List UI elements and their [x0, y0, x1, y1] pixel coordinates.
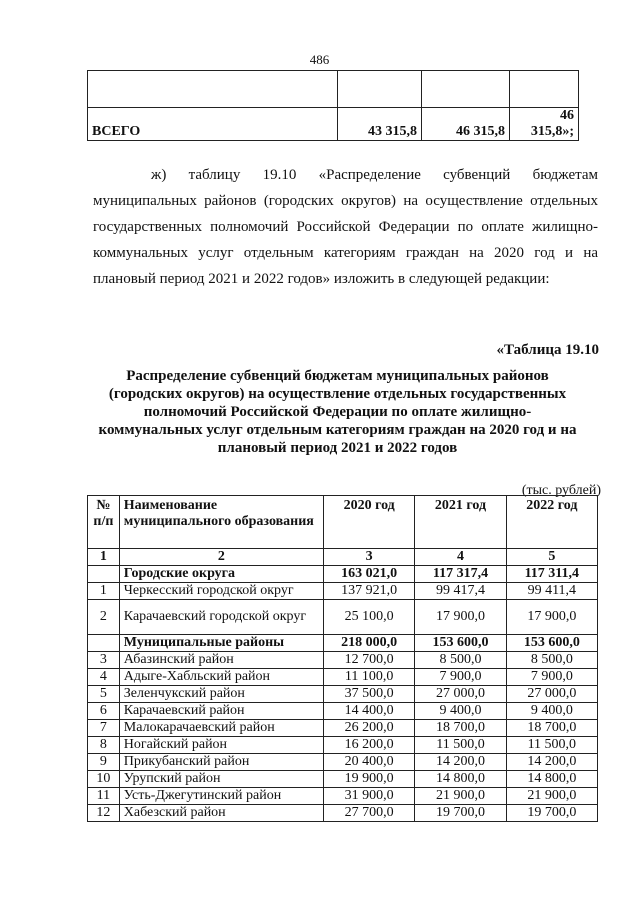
column-header: 2021 год: [415, 496, 506, 549]
row-value: 9 400,0: [506, 703, 597, 720]
row-value: 99 411,4: [506, 583, 597, 600]
row-value: 14 200,0: [506, 754, 597, 771]
paragraph-body: муниципальных районов (городских округов) на осуществление отдельных государственных полномочий Российской Федерации по оплате жилищно-коммунальных услуг отдельным категориям граждан на 2020 год и на плановый период 2021 и 2022 годов» изложить в следующей редакции:: [93, 193, 598, 287]
column-number-row: [88, 549, 598, 566]
group-row: [88, 566, 598, 583]
row-number: 7: [88, 720, 120, 737]
table-row: [88, 669, 598, 686]
row-value: 27 700,0: [324, 805, 415, 822]
municipality-name: Урупский район: [119, 771, 323, 788]
table-row: [88, 652, 598, 669]
municipality-name: Малокарачаевский район: [119, 720, 323, 737]
table-row: [88, 600, 598, 635]
total-value: 46 315,8: [422, 108, 510, 141]
table-row: [88, 703, 598, 720]
row-number: 12: [88, 805, 120, 822]
column-header: 2022 год: [506, 496, 597, 549]
row-value: 18 700,0: [415, 720, 506, 737]
row-value: 27 000,0: [506, 686, 597, 703]
table-row: [88, 788, 598, 805]
municipality-name: Черкесский городской округ: [119, 583, 323, 600]
row-number: 6: [88, 703, 120, 720]
row-value: 9 400,0: [415, 703, 506, 720]
municipality-name: Зеленчукский район: [119, 686, 323, 703]
row-value: 7 900,0: [506, 669, 597, 686]
total-row: [88, 108, 579, 141]
municipality-name: Усть-Джегутинский район: [119, 788, 323, 805]
group-value: 117 311,4: [506, 566, 597, 583]
municipality-name: Карачаевский район: [119, 703, 323, 720]
row-number: 1: [88, 583, 120, 600]
row-value: 26 200,0: [324, 720, 415, 737]
units-label: (тыс. рублей): [521, 483, 601, 498]
group-number: [88, 635, 120, 652]
row-value: 20 400,0: [324, 754, 415, 771]
row-value: 31 900,0: [324, 788, 415, 805]
group-name: Муниципальные районы: [119, 635, 323, 652]
row-value: 17 900,0: [506, 600, 597, 635]
row-number: 2: [88, 600, 120, 635]
column-number: 3: [324, 549, 415, 566]
row-value: 16 200,0: [324, 737, 415, 754]
group-value: 153 600,0: [506, 635, 597, 652]
group-value: 153 600,0: [415, 635, 506, 652]
row-value: 21 900,0: [415, 788, 506, 805]
total-table: [87, 70, 579, 141]
row-value: 137 921,0: [324, 583, 415, 600]
row-value: 19 700,0: [415, 805, 506, 822]
row-number: 5: [88, 686, 120, 703]
row-value: 11 500,0: [415, 737, 506, 754]
column-number: 5: [506, 549, 597, 566]
table-row: [88, 754, 598, 771]
table-row: [88, 720, 598, 737]
group-number: [88, 566, 120, 583]
municipality-name: Карачаевский городской округ: [119, 600, 323, 635]
page-number: 486: [309, 52, 330, 67]
table-row: [88, 737, 598, 754]
group-value: 218 000,0: [324, 635, 415, 652]
column-header: Наименование муниципального образования: [119, 496, 323, 549]
subsidies-table: [87, 495, 598, 822]
total-value: 46 315,8»;: [510, 108, 579, 141]
row-value: 14 800,0: [506, 771, 597, 788]
table-row: [88, 771, 598, 788]
column-number: 2: [119, 549, 323, 566]
paragraph-first-line: ж) таблицу 19.10 «Распределение субвенций бюджетам: [151, 167, 598, 183]
row-value: 18 700,0: [506, 720, 597, 737]
row-value: 27 000,0: [415, 686, 506, 703]
group-row: [88, 635, 598, 652]
row-number: 3: [88, 652, 120, 669]
municipality-name: Адыге-Хабльский район: [119, 669, 323, 686]
table-row: [88, 805, 598, 822]
group-value: 163 021,0: [324, 566, 415, 583]
total-table-blank-row: [88, 71, 579, 108]
table-header-row: [88, 496, 598, 549]
municipality-name: Абазинский район: [119, 652, 323, 669]
row-value: 14 800,0: [415, 771, 506, 788]
row-value: 19 900,0: [324, 771, 415, 788]
municipality-name: Хабезский район: [119, 805, 323, 822]
row-number: 9: [88, 754, 120, 771]
row-value: 17 900,0: [415, 600, 506, 635]
row-value: 21 900,0: [506, 788, 597, 805]
row-value: 14 400,0: [324, 703, 415, 720]
column-number: 4: [415, 549, 506, 566]
column-header: № п/п: [88, 496, 120, 549]
column-header: 2020 год: [324, 496, 415, 549]
row-value: 11 500,0: [506, 737, 597, 754]
row-number: 8: [88, 737, 120, 754]
group-name: Городские округа: [119, 566, 323, 583]
row-value: 8 500,0: [506, 652, 597, 669]
row-number: 4: [88, 669, 120, 686]
total-label: ВСЕГО: [88, 108, 338, 141]
amendment-paragraph: [93, 162, 598, 292]
row-value: 14 200,0: [415, 754, 506, 771]
row-number: 11: [88, 788, 120, 805]
row-value: 7 900,0: [415, 669, 506, 686]
total-value: 43 315,8: [338, 108, 422, 141]
municipality-name: Ногайский район: [119, 737, 323, 754]
row-value: 25 100,0: [324, 600, 415, 635]
row-value: 11 100,0: [324, 669, 415, 686]
row-value: 19 700,0: [506, 805, 597, 822]
row-number: 10: [88, 771, 120, 788]
table-row: [88, 583, 598, 600]
row-value: 8 500,0: [415, 652, 506, 669]
subsidies-table-body: [88, 496, 598, 822]
row-value: 37 500,0: [324, 686, 415, 703]
row-value: 12 700,0: [324, 652, 415, 669]
column-number: 1: [88, 549, 120, 566]
table-title: «Таблица 19.10: [496, 342, 599, 358]
table-heading: Распределение субвенций бюджетам муниципальных районов (городских округов) на осуществление отдельных государственных полномочий Российской Федерации по оплате жилищно-коммунальных услуг отдельным категориям граждан на 2020 год и на плановый период 2021 и 2022 годов: [98, 368, 577, 456]
table-row: [88, 686, 598, 703]
row-value: 99 417,4: [415, 583, 506, 600]
group-value: 117 317,4: [415, 566, 506, 583]
municipality-name: Прикубанский район: [119, 754, 323, 771]
